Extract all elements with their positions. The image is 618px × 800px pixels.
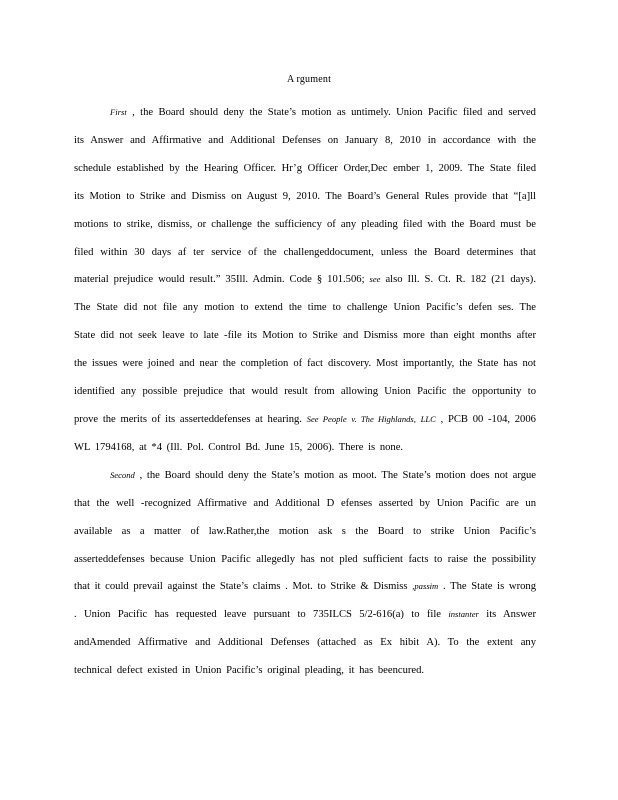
para1-text-1: , the Board should deny the State’s motion as untimely. Union Pacific filed and served its Answer and Affirmative and Additional Defenses on January 8, 2010 in accordance with the schedule established by the Hearing Officer. Hr’g Officer Order,Dec ember 1, 2009. The State filed its Motion to Strike and Dismiss on August 9, 2010. The Board’s General Rules provide that “[a]ll motions to strike, dismiss, or challenge the sufficiency of any pleading filed with the Board must be filed within 30 days af ter service of the challengeddocument, unless the Board determines that material prejudice would result.” 35Ill. Admin. Code § 101.506;	[74, 107, 536, 286]
lead-word-second: Second	[110, 469, 135, 480]
para2-text-1: , the Board should deny the State’s motion as moot. The State’s motion does not argue that the well -recognized Affirmative and Additional D efenses asserted by Union Pacific are un available as a matter of law.Rather,the motion ask s the Board to strike Union Pacific’s asserteddefenses because Union Pacific allegedly has not pled sufficient facts to raise the possibility that it could prevail against the State’s claims . Mot. to Strike & Dismiss	[74, 469, 536, 593]
signal-see: see	[369, 274, 381, 285]
case-name-people: See People	[306, 413, 347, 424]
paragraph-first	[74, 99, 536, 462]
case-name-llc: LLC	[420, 413, 436, 424]
signal-passim: ,passim	[412, 581, 439, 592]
para2-text-3: its Answer andAmended Affirmative and Additional Defenses (attached as Ex hibit A). To the extent any technical defect existed in Union Pacific’s original pleading, it has beencured.	[74, 609, 536, 677]
body-text	[74, 99, 536, 685]
para1-text-2: also Ill. S. Ct. R. 182 (21 days). The State did not file any motion to extend the time to challenge Union Pacific’s defen ses. The State did not seek leave to late -file its Motion to Strike and Dismiss more than eight months after the issues were joined and near the completion of fact discovery. Most importantly, the State has not identified any possible prejudice that would result from allowing Union Pacific the opportunity to prove the merits of its asserteddefenses at hearing.	[74, 274, 536, 425]
para1-text-3: , PCB 00 -104, 2006 WL 1794168, at *4 (Ill. Pol. Control Bd. June 15, 2006). There is none.	[74, 413, 536, 453]
section-heading: A rgument	[286, 74, 332, 85]
para2-text-2: . The State is wrong . Union Pacific has requested leave pursuant to 735ILCS 5/2-616(a) to file	[74, 581, 537, 621]
case-name-highlands: v. The Highlands,	[351, 413, 416, 424]
lead-word-first: First	[110, 107, 127, 117]
term-instanter: instanter	[448, 609, 479, 620]
paragraph-second	[74, 462, 536, 685]
